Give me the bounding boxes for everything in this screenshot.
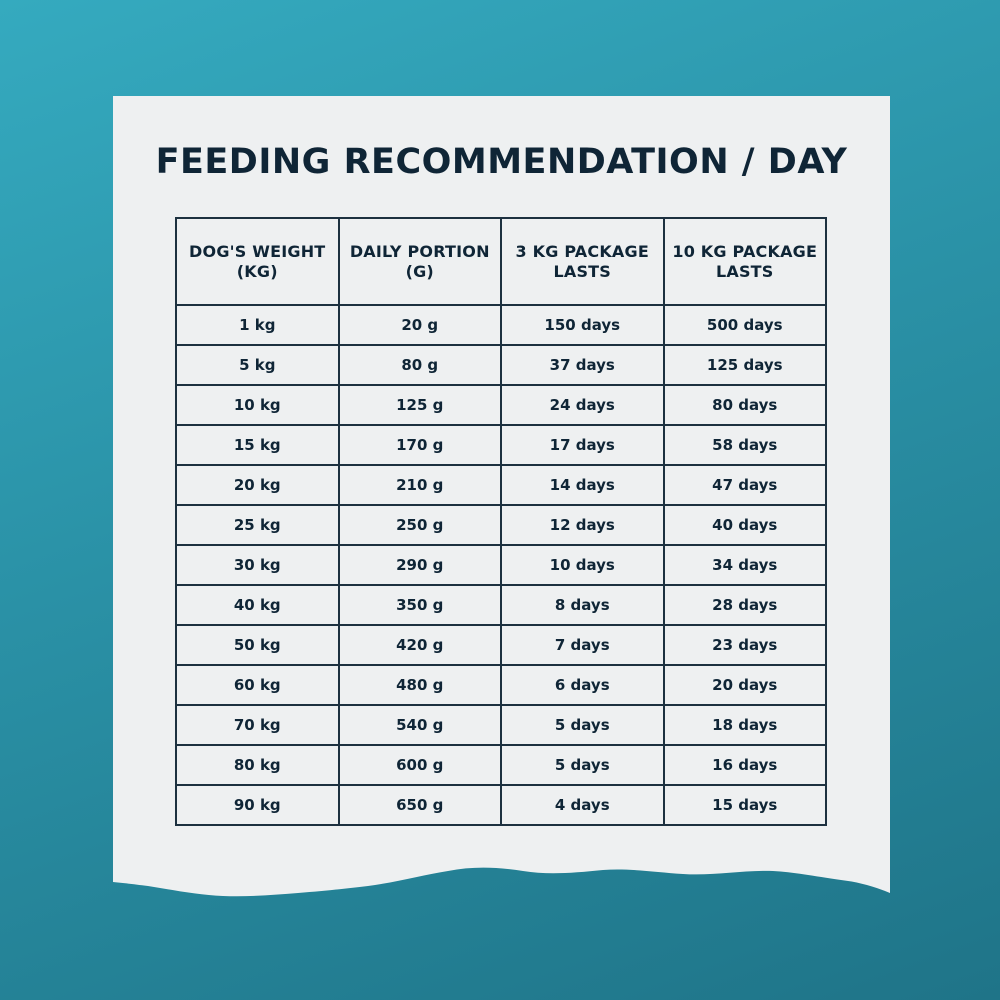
table-row [176, 585, 826, 625]
cell-3kg-days: 24 days [501, 385, 664, 425]
cell-3kg-days: 14 days [501, 465, 664, 505]
header-3kg-package: 3 KG PACKAGE LASTS [501, 218, 664, 305]
cell-portion: 170 g [339, 425, 502, 465]
cell-portion: 250 g [339, 505, 502, 545]
feeding-table [175, 217, 827, 826]
cell-weight: 90 kg [176, 785, 339, 825]
cell-portion: 290 g [339, 545, 502, 585]
cell-10kg-days: 40 days [664, 505, 827, 545]
table-header-row [176, 218, 826, 305]
cell-portion: 80 g [339, 345, 502, 385]
table-row [176, 545, 826, 585]
cell-3kg-days: 12 days [501, 505, 664, 545]
table-row [176, 625, 826, 665]
cell-weight: 25 kg [176, 505, 339, 545]
cell-3kg-days: 17 days [501, 425, 664, 465]
cell-10kg-days: 34 days [664, 545, 827, 585]
cell-10kg-days: 18 days [664, 705, 827, 745]
cell-weight: 10 kg [176, 385, 339, 425]
table-row [176, 425, 826, 465]
cell-3kg-days: 4 days [501, 785, 664, 825]
cell-portion: 20 g [339, 305, 502, 345]
table-row [176, 305, 826, 345]
cell-3kg-days: 37 days [501, 345, 664, 385]
cell-weight: 60 kg [176, 665, 339, 705]
cell-10kg-days: 20 days [664, 665, 827, 705]
header-dogs-weight: DOG'S WEIGHT (KG) [176, 218, 339, 305]
cell-3kg-days: 5 days [501, 705, 664, 745]
cell-weight: 15 kg [176, 425, 339, 465]
cell-weight: 70 kg [176, 705, 339, 745]
cell-10kg-days: 23 days [664, 625, 827, 665]
header-daily-portion: DAILY PORTION (G) [339, 218, 502, 305]
cell-10kg-days: 125 days [664, 345, 827, 385]
cell-portion: 125 g [339, 385, 502, 425]
cell-10kg-days: 80 days [664, 385, 827, 425]
cell-portion: 600 g [339, 745, 502, 785]
cell-3kg-days: 150 days [501, 305, 664, 345]
cell-3kg-days: 5 days [501, 745, 664, 785]
cell-portion: 210 g [339, 465, 502, 505]
cell-10kg-days: 47 days [664, 465, 827, 505]
table-row [176, 465, 826, 505]
table-row [176, 785, 826, 825]
cell-3kg-days: 7 days [501, 625, 664, 665]
cell-10kg-days: 15 days [664, 785, 827, 825]
cell-portion: 650 g [339, 785, 502, 825]
table-row [176, 745, 826, 785]
header-10kg-package: 10 KG PACKAGE LASTS [664, 218, 827, 305]
cell-10kg-days: 500 days [664, 305, 827, 345]
paper-sheet [113, 96, 890, 916]
table-row [176, 665, 826, 705]
table-row [176, 505, 826, 545]
cell-3kg-days: 6 days [501, 665, 664, 705]
cell-3kg-days: 10 days [501, 545, 664, 585]
table-row [176, 345, 826, 385]
cell-portion: 350 g [339, 585, 502, 625]
page-title: FEEDING RECOMMENDATION / DAY [155, 142, 848, 182]
cell-10kg-days: 28 days [664, 585, 827, 625]
cell-weight: 1 kg [176, 305, 339, 345]
cell-weight: 5 kg [176, 345, 339, 385]
cell-10kg-days: 16 days [664, 745, 827, 785]
cell-weight: 40 kg [176, 585, 339, 625]
table-row [176, 705, 826, 745]
cell-portion: 540 g [339, 705, 502, 745]
cell-weight: 30 kg [176, 545, 339, 585]
cell-portion: 480 g [339, 665, 502, 705]
cell-weight: 50 kg [176, 625, 339, 665]
cell-10kg-days: 58 days [664, 425, 827, 465]
cell-weight: 80 kg [176, 745, 339, 785]
cell-weight: 20 kg [176, 465, 339, 505]
table-row [176, 385, 826, 425]
cell-3kg-days: 8 days [501, 585, 664, 625]
cell-portion: 420 g [339, 625, 502, 665]
